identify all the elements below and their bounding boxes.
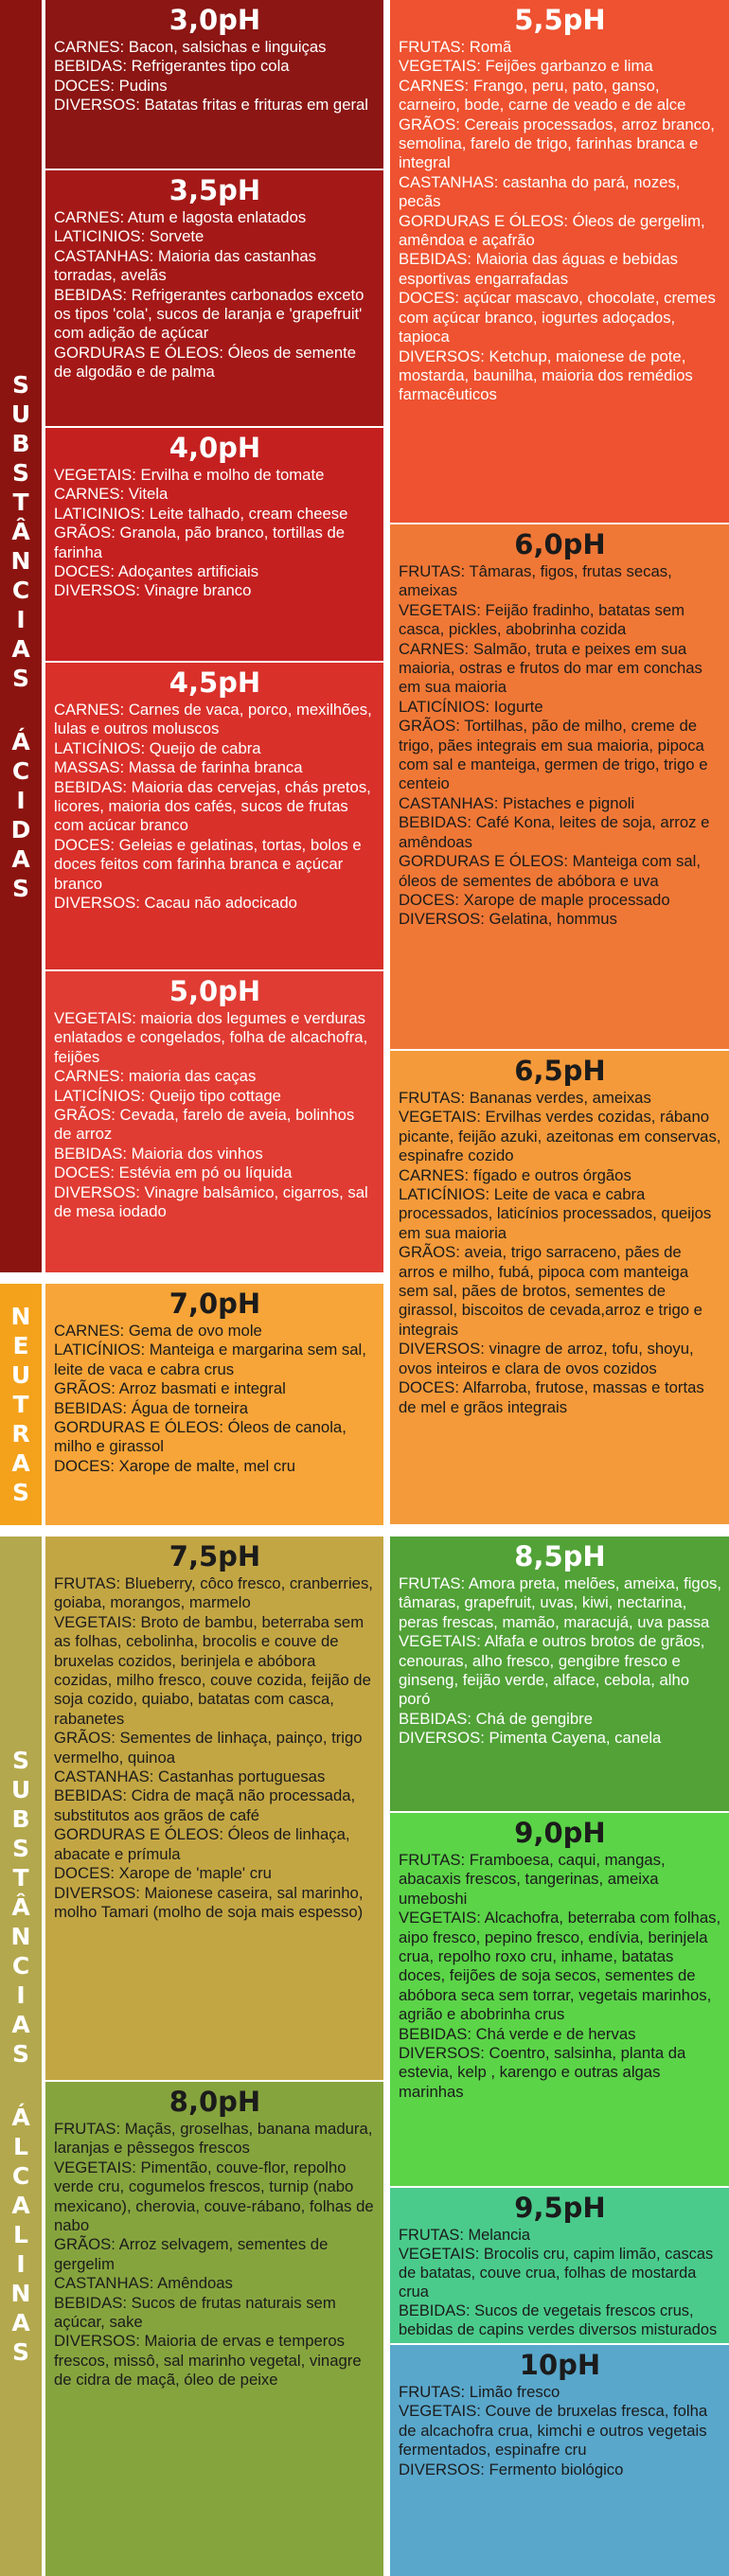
food-item: CARNES: Carnes de vaca, porco, mexilhões, lulas e outros moluscos <box>54 701 372 738</box>
ph-value: 4,0pH <box>169 432 261 464</box>
food-item: LATICÍNIOS: Queijo tipo cottage <box>54 1086 281 1105</box>
food-item: LATICÍNIOS: Manteiga e margarina sem sal, leite de vaca e cabra crus <box>54 1341 366 1378</box>
side-label-letter: R <box>11 1420 30 1448</box>
food-item: BEBIDAS: Sucos de vegetais frescos crus, bebidas de capins verdes diversos misturados <box>399 2302 718 2339</box>
food-item: DIVERSOS: Batatas fritas e frituras em geral <box>54 96 369 115</box>
ph-value: 10pH <box>519 2349 601 2381</box>
food-item: GORDURAS E ÓLEOS: Óleos de semente de algodão e de palma <box>54 343 357 382</box>
food-item: BEBIDAS: Maioria das cervejas, chás pretos, licores, maioria dos cafés, sucos de frutas com acúcar branco <box>54 777 371 835</box>
food-item: GRÃOS: Cereais processados, arroz branco, semolina, farelo de trigo, farinhas branca e integral <box>399 115 715 172</box>
food-item: DOCES: Xarope de 'maple' cru <box>54 1864 272 1883</box>
side-label-letter: N <box>10 1923 31 1950</box>
side-label-letter: A <box>11 844 30 873</box>
food-item: BEBIDAS: Sucos de frutas naturais sem açúcar, sake <box>54 2293 336 2332</box>
side-label-letter: T <box>12 488 29 516</box>
food-item: FRUTAS: Melancia <box>399 2227 531 2244</box>
side-label-letter: A <box>11 634 30 663</box>
food-item: GRÃOS: Sementes de linhaça, painço, trigo vermelho, quinoa <box>54 1729 363 1767</box>
food-item: DIVERSOS: Cacau não adocicado <box>54 894 297 913</box>
food-item: CARNES: Vitela <box>54 485 169 504</box>
food-item: GRÃOS: Tortilhas, pão de milho, creme de trigo, pães integrais em sua maioria, pipoca com sal e manteiga, germen de trigo, trigo e centeio <box>399 717 708 793</box>
food-item: CASTANHAS: Amêndoas <box>54 2274 233 2293</box>
food-item: FRUTAS: Maçãs, groselhas, banana madura, laranjas e pêssegos frescos <box>54 2120 373 2158</box>
side-label-letter: S <box>11 664 29 692</box>
food-item: DOCES: Alfarroba, frutose, massas e tortas de mel e grãos integrais <box>399 1378 704 1416</box>
ph-value: 3,5pH <box>169 174 261 206</box>
food-item: LATICÍNIOS: Leite de vaca e cabra processados, laticínios processados, queijos em sua maioria <box>399 1185 712 1242</box>
food-item: DOCES: Estévia em pó ou líquida <box>54 1164 293 1182</box>
side-label-letter: S <box>11 2040 29 2068</box>
food-item: VEGETAIS: Alcachofra, beterraba com folhas, aipo fresco, pepino fresco, endívia, berinjela crua, repolho roxo cru, inhame, batatas doces, feijões de soja secos, sementes de abóbora seca sem torrar, vegetais marinhos, agrião e abobrinha crus <box>399 1909 721 2024</box>
side-label-letter: I <box>16 2250 26 2278</box>
food-item: CARNES: Atum e lagosta enlatados <box>54 208 307 226</box>
ph-box-8-5 <box>390 1537 729 1811</box>
side-label-neutral <box>0 1284 42 1525</box>
side-label-letter: B <box>11 1805 30 1833</box>
food-item: CARNES: Frango, peru, pato, ganso, carneiro, bode, carne de veado e de alce <box>399 76 686 115</box>
side-label-letter: C <box>11 756 30 785</box>
ph-box-9-0 <box>390 1813 729 2186</box>
food-item: DIVERSOS: Coentro, salsinha, planta da estevia, kelp , karengo e outras algas marinhas <box>399 2044 686 2101</box>
side-label-letter: C <box>11 1952 30 1980</box>
food-item: GORDURAS E ÓLEOS: Óleos de linhaça, abacate e prímula <box>54 1825 350 1863</box>
food-item: CASTANHAS: Pistaches e pignoli <box>399 793 635 812</box>
side-label-letter: L <box>13 2133 28 2160</box>
food-item: FRUTAS: Amora preta, melões, ameixa, figos, tâmaras, grapefruit, uvas, kiwi, nectarina, peras frescas, mamão, maracujá, uva passa <box>399 1574 721 1631</box>
ph-value: 5,5pH <box>514 4 606 36</box>
food-item: CASTANHAS: Maioria das castanhas torradas, avelãs <box>54 246 316 285</box>
ph-value: 3,0pH <box>169 4 261 36</box>
food-item: GORDURAS E ÓLEOS: Óleos de gergelim, amêndoa e açafrão <box>399 211 705 250</box>
side-label-letter: Â <box>11 517 30 545</box>
food-item: MASSAS: Massa de farinha branca <box>54 758 303 777</box>
food-item: GORDURAS E ÓLEOS: Óleos de canola, milho e girassol <box>54 1418 347 1456</box>
food-item: DOCES: açúcar mascavo, chocolate, cremes com açúcar branco, iogurtes adoçados, tapioca <box>399 289 716 346</box>
side-label-letter: U <box>10 1776 31 1803</box>
ph-box-10 <box>390 2345 729 2576</box>
side-label-letter: Á <box>11 727 30 755</box>
food-item: DIVERSOS: Gelatina, hommus <box>399 910 617 929</box>
ph-box-5-0 <box>45 971 383 1272</box>
food-item: DOCES: Adoçantes artificiais <box>54 562 259 581</box>
ph-box-4-5 <box>45 663 383 969</box>
food-item: CARNES: Gema de ovo mole <box>54 1322 262 1340</box>
side-label-letter: C <box>11 2162 30 2190</box>
food-item: CARNES: Bacon, salsichas e linguiças <box>54 38 327 56</box>
side-label-letter: A <box>11 1449 30 1477</box>
ph-value: 8,0pH <box>169 2086 261 2118</box>
side-label-letter: Â <box>11 1893 30 1921</box>
ph-value: 5,0pH <box>169 975 261 1007</box>
food-item: DIVERSOS: Vinagre branco <box>54 581 252 600</box>
food-item: FRUTAS: Bananas verdes, ameixas <box>399 1089 651 1107</box>
food-item: FRUTAS: Limão fresco <box>399 2383 560 2401</box>
side-label-letter: I <box>16 605 26 633</box>
food-item: DIVERSOS: vinagre de arroz, tofu, shoyu, ovos inteiros e clara de ovos cozidos <box>399 1340 694 1377</box>
ph-box-3-5 <box>45 170 383 426</box>
side-label-letter: E <box>12 1332 29 1359</box>
food-item: DOCES: Xarope de maple processado <box>399 890 670 909</box>
ph-box-7-5 <box>45 1537 383 2080</box>
side-label-letter: A <box>11 2309 30 2336</box>
food-item: VEGETAIS: Ervilha e molho de tomate <box>54 466 325 484</box>
ph-box-9-5 <box>390 2188 729 2343</box>
side-label-letter: T <box>12 1864 29 1892</box>
food-item: DIVERSOS: Pimenta Cayena, canela <box>399 1729 662 1748</box>
food-item: DOCES: Xarope de malte, mel cru <box>54 1456 296 1475</box>
side-label-letter: A <box>11 2192 30 2219</box>
food-item: VEGETAIS: Brocolis cru, capim limão, cascas de batatas, couve crua, folhas de mostarda crua <box>399 2246 714 2301</box>
food-item: FRUTAS: Blueberry, côco fresco, cranberries, goiaba, morangos, marmelo <box>54 1574 373 1612</box>
food-item: BEBIDAS: Maioria das águas e bebidas esportivas engarrafadas <box>399 250 678 288</box>
ph-value: 6,5pH <box>514 1055 606 1087</box>
ph-value: 7,0pH <box>169 1288 261 1320</box>
food-item: DIVERSOS: Maioria de ervas e temperos frescos, missô, sal marinho vegetal, vinagre de cidra de maçã, óleo de peixe <box>54 2332 362 2389</box>
food-list <box>54 1574 376 1922</box>
side-label-letter: S <box>11 458 29 487</box>
ph-value: 6,0pH <box>514 528 606 560</box>
food-item: BEBIDAS: Chá de gengibre <box>399 1709 594 1728</box>
side-label-letter: C <box>11 576 30 604</box>
side-label-letter: S <box>11 1479 29 1506</box>
food-item: LATICÍNIOS: Queijo de cabra <box>54 738 261 757</box>
food-list <box>54 1322 376 1476</box>
side-label-letter: S <box>11 2338 29 2366</box>
ph-value: 9,5pH <box>514 2192 606 2224</box>
ph-value: 8,5pH <box>514 1540 606 1572</box>
food-item: VEGETAIS: Feijões garbanzo e lima <box>399 57 653 76</box>
food-item: VEGETAIS: Broto de bambu, beterraba sem as folhas, cebolinha, brocolis e couve de bruxelas cozidos, berinjela e abóbora cozidas, milho fresco, couve cozida, feijão de soja cozido, quiabo, batatas com casca, rabanetes <box>54 1612 371 1728</box>
food-item: FRUTAS: Framboesa, caqui, mangas, abacaxis frescos, tangerinas, ameixa umeboshi <box>399 1851 666 1908</box>
food-item: BEBIDAS: Refrigerantes carbonados exceto os tipos 'cola', sucos de laranja e 'grapefruit' com adição de açúcar <box>54 285 364 343</box>
food-item: BEBIDAS: Refrigerantes tipo cola <box>54 57 290 76</box>
side-label-letter: B <box>11 429 30 457</box>
food-item: DIVERSOS: Fermento biológico <box>399 2460 624 2478</box>
side-label-acidic <box>0 0 42 1272</box>
food-list <box>399 2226 721 2339</box>
food-list <box>399 38 721 405</box>
food-item: CARNES: Salmão, truta e peixes em sua maioria, ostras e frutos do mar em conchas em sua maioria <box>399 639 702 697</box>
side-label-letter: N <box>10 2280 31 2307</box>
food-item: FRUTAS: Romã <box>399 38 512 56</box>
food-item: GRÃOS: Arroz basmati e integral <box>54 1379 286 1398</box>
ph-box-6-0 <box>390 524 729 1049</box>
side-label-letter: I <box>16 786 26 814</box>
side-label-letter: S <box>11 1835 29 1862</box>
food-item: CARNES: fígado e outros órgãos <box>399 1165 631 1184</box>
food-list <box>54 1009 376 1221</box>
side-label-letter: S <box>11 1747 29 1774</box>
food-item: VEGETAIS: Pimentão, couve-flor, repolho verde cru, cogumelos frescos, turnip (nabo mexicano), cherovia, couve-rábano, folhas de nabo <box>54 2158 374 2235</box>
ph-box-7-0 <box>45 1284 383 1525</box>
food-list <box>399 2383 721 2479</box>
ph-value: 4,5pH <box>169 666 261 699</box>
food-item: LATICINIOS: Leite talhado, cream cheese <box>54 504 348 523</box>
side-label-letter: A <box>11 2011 30 2038</box>
food-list <box>399 1574 721 1749</box>
side-label-letter: S <box>11 874 29 902</box>
food-item: LATICINIOS: Sorvete <box>54 227 204 246</box>
food-list <box>54 701 376 913</box>
food-item: GORDURAS E ÓLEOS: Manteiga com sal, óleos de sementes de abóbora e uva <box>399 852 702 890</box>
food-item: DIVERSOS: Maionese caseira, sal marinho, molho Tamari (molho de soja mais espesso) <box>54 1883 364 1921</box>
food-item: GRÃOS: Granola, pão branco, tortillas de farinha <box>54 524 346 561</box>
side-label-alkaline <box>0 1537 42 2576</box>
side-label-letter: U <box>10 1361 31 1389</box>
side-label-letter: S <box>11 370 29 399</box>
side-label-letter: D <box>10 815 31 844</box>
food-item: CASTANHAS: castanha do pará, nozes, pecãs <box>399 172 681 211</box>
food-item: VEGETAIS: Ervilhas verdes cozidas, rábano picante, feijão azuki, azeitonas em conservas, espinafre cozido <box>399 1108 721 1165</box>
ph-value: 9,0pH <box>514 1817 606 1849</box>
food-item: DOCES: Geleias e gelatinas, tortas, bolos e doces feitos com farinha branca e açúcar branco <box>54 835 362 893</box>
food-item: CARNES: maioria das caças <box>54 1067 257 1086</box>
food-item: BEBIDAS: Chá verde e de hervas <box>399 2024 636 2043</box>
food-item: DIVERSOS: Ketchup, maionese de pote, mostarda, baunilha, maioria dos remédios farmacêuticos <box>399 346 693 404</box>
food-item: VEGETAIS: maioria dos legumes e verduras enlatados e congelados, folha de alcachofra, feijões <box>54 1009 368 1066</box>
food-item: GRÃOS: aveia, trigo sarraceno, pães de arros e milho, fubá, pipoca com manteiga sem sal, pães de brotos, sementes de girassol, biscoitos de cevada,arroz e trigo e integrais <box>399 1243 702 1339</box>
food-list <box>54 208 376 382</box>
food-list <box>54 38 376 115</box>
food-item: BEBIDAS: Maioria dos vinhos <box>54 1144 263 1163</box>
side-label-letter: T <box>12 1391 29 1418</box>
food-item: BEBIDAS: Café Kona, leites de soja, arroz e amêndoas <box>399 813 710 851</box>
food-list <box>54 466 376 601</box>
food-list <box>54 2120 376 2390</box>
side-label-letter: N <box>10 546 31 575</box>
food-list <box>399 1089 721 1417</box>
food-item: GRÃOS: Arroz selvagem, sementes de gergelim <box>54 2235 329 2273</box>
side-label-letter: U <box>10 400 31 428</box>
side-label-letter: N <box>10 1303 31 1330</box>
food-item: CASTANHAS: Castanhas portuguesas <box>54 1768 326 1786</box>
food-list <box>399 562 721 930</box>
food-item: BEBIDAS: Cidra de maçã não processada, substitutos aos grãos de café <box>54 1786 356 1824</box>
ph-box-5-5 <box>390 0 729 523</box>
food-list <box>399 1851 721 2102</box>
ph-box-8-0 <box>45 2082 383 2576</box>
ph-box-6-5 <box>390 1051 729 1524</box>
side-label-letter: I <box>16 1981 26 2009</box>
food-item: BEBIDAS: Água de torneira <box>54 1398 249 1417</box>
side-label-letter: L <box>13 2221 28 2248</box>
food-item: DIVERSOS: Vinagre balsâmico, cigarros, sal de mesa iodado <box>54 1182 368 1221</box>
food-item: FRUTAS: Tâmaras, figos, frutas secas, ameixas <box>399 562 672 600</box>
food-item: GRÃOS: Cevada, farelo de aveia, bolinhos de arroz <box>54 1106 355 1144</box>
ph-value: 7,5pH <box>169 1540 261 1572</box>
ph-box-4-0 <box>45 428 383 661</box>
food-item: VEGETAIS: Feijão fradinho, batatas sem casca, pickles, abobrinha cozida <box>399 600 685 639</box>
food-item: LATICÍNIOS: Iogurte <box>399 697 543 716</box>
food-item: DOCES: Pudins <box>54 76 168 95</box>
ph-box-3-0 <box>45 0 383 169</box>
food-item: VEGETAIS: Alfafa e outros brotos de grãos, cenouras, alho fresco, gengibre fresco e ginseng, feijão verde, alface, cebola, alho poró <box>399 1632 705 1709</box>
side-label-letter: Á <box>11 2104 30 2131</box>
food-item: VEGETAIS: Couve de bruxelas fresca, folha de alcachofra crua, kimchi e outros vegetais fermentados, espinafre cru <box>399 2402 708 2460</box>
